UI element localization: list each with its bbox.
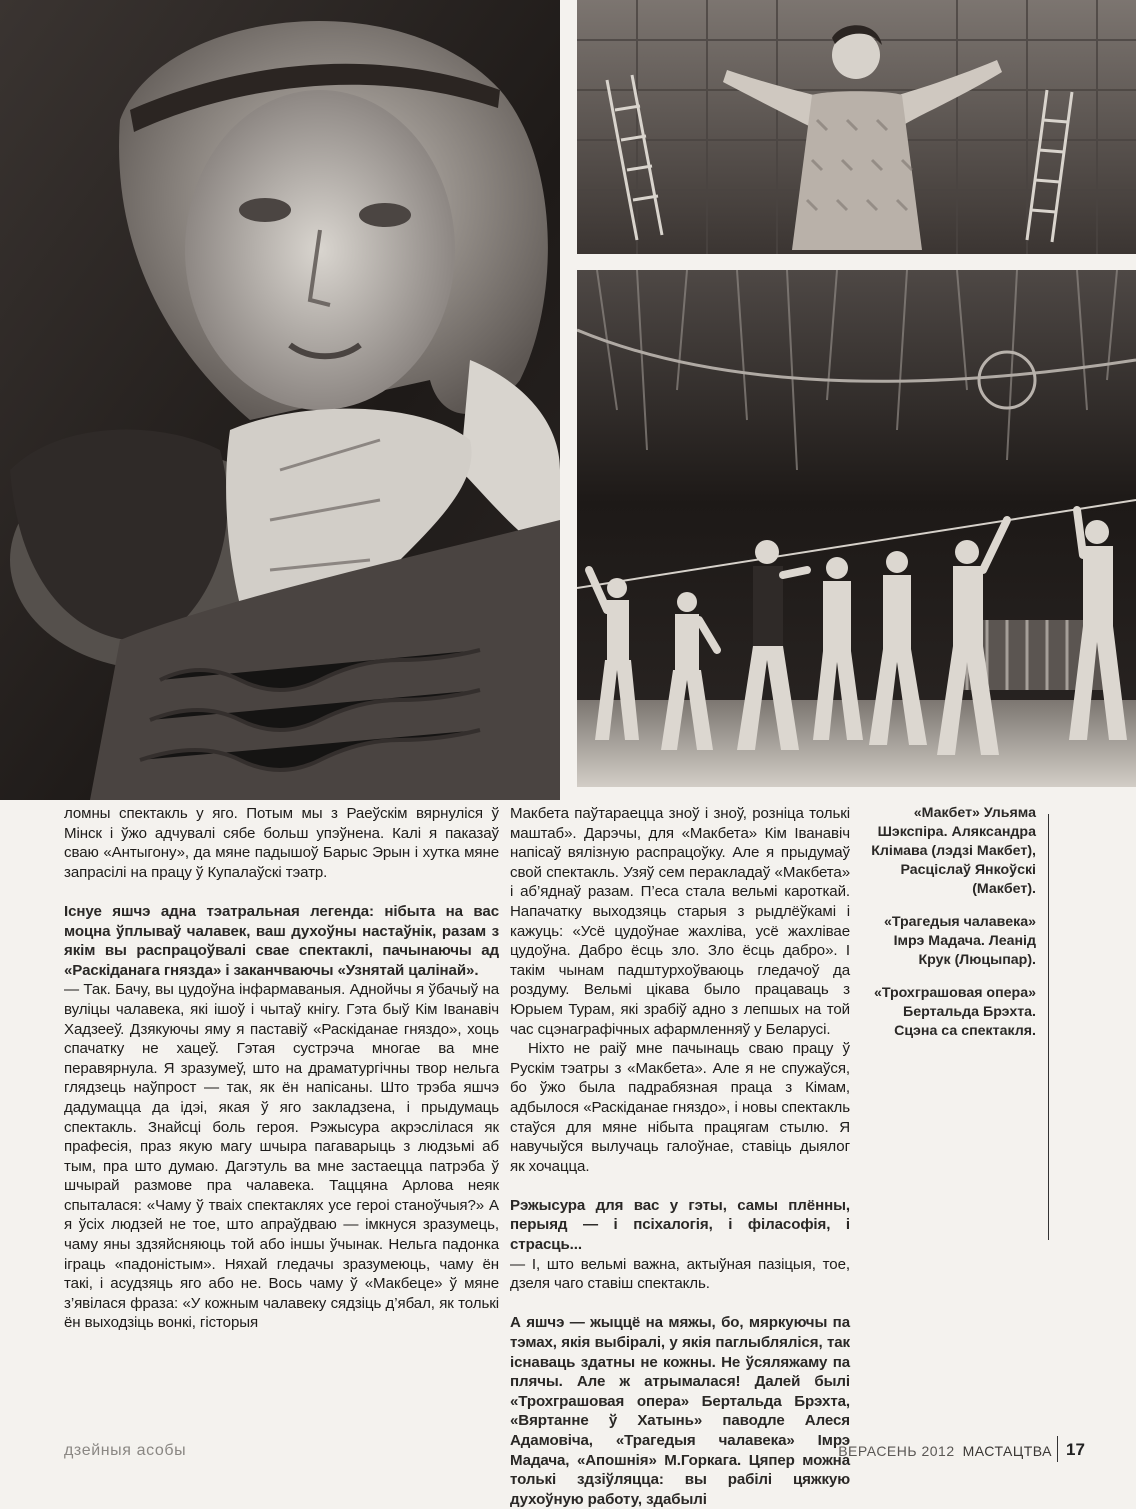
- footer-divider: [1057, 1436, 1058, 1462]
- interview-question: Існуе яшчэ адна тэатральная легенда: нібыта на вас моцна ўплываў чалавек, ваш духоўны настаўнік, разам з якім вы распрацоўвалі свае спектаклі, пачынаючы ад «Раскіданага гнязда» і заканчваючы «Узнятай цалінай».: [64, 902, 499, 979]
- article-column-2: [510, 804, 850, 1509]
- caption-macbeth: «Макбет» Ульяма Шэкспіра. Аляксандра Клімава (лэдзі Макбет), Расціслаў Янкоўскі (Макбет).: [871, 805, 1036, 897]
- paragraph: ломны спектакль у яго. Потым мы з Раеўскім вярнуліся ў Мінск і ўжо адчувалі сябе больш упэўнена. Калі я паказаў сваю «Антыгону», да мяне падышоў Барыс Эрын і хутка мяне запрасілі на працу ў Купалаўскі тэатр.: [64, 805, 499, 881]
- article-column-1: [64, 804, 499, 1333]
- interview-question: Рэжысура для вас у гэты, самы плённы, перыяд — і псіхалогія, і філасофія, і страсць...: [510, 1196, 850, 1254]
- page-number: 17: [1066, 1440, 1085, 1459]
- issue-date: ВЕРАСЕНЬ 2012: [838, 1443, 955, 1459]
- caption-tragedy-of-man: «Трагедыя чалавека» Імрэ Мадача. Леанід Крук (Люцыпар).: [883, 914, 1036, 968]
- section-name: дзейныя асобы: [64, 1442, 187, 1459]
- caption-divider: [1048, 814, 1049, 1240]
- photo-macbeth-portrait: [0, 0, 560, 800]
- paragraph: Ніхто не раіў мне пачынаць сваю працу ў Рускім тэатры з «Макбета». Але я не спужаўся, бо ўжо была падрабязная праца з Кімам, адбылося «Раскіданае гняздо», і новы спектакль стаўся для мяне нібыта працягам стылю. Я навучыўся вылучаць галоўнае, ставіць дыялог як хочацца.: [510, 1040, 850, 1175]
- paragraph: — Так. Бачу, вы цудоўна інфармаваныя. Аднойчы я ўбачыў на вуліцы чалавека, які ішоў і чытаў кнігу. Гэта быў Кім Іванавіч Хадзееў. Дзякуючы яму я паставіў «Раскіданае гняздо», хоць спачатку не хацеў. Гэтая сустрэча многае ва мне перавярнула. Я зразумеў, што на драматургічны твор нельга глядзець наўпрост — так, як ён напісаны. Што трэба яшчэ дадумацца да ідэі, якая ў яго закладзена, і прыдумаць спектакль. Знайсці боль героя. Рэжысура акрэслілася як прафесія, праз якую магу шчыра пагаварыць з людзьмі аб тым, пра што думаю. Дагэтуль ва мне застаецца патрэба ў шчырай размове пра чалавека. Таццяна Арлова неяк спыталася: «Чаму ў тваіх спектаклях усе героі станоўчыя?» А я ўсіх людзей не тое, што апраўдваю — імкнуся зразумець, чаму яны здзяйсняюць той або іншы ўчынак. Нельга падонка іграць «падоністым». Няхай гледачы зразумеюць, чаму ён такі, і асудзяць яго або не. Вось чаму ў «Макбеце» ў мяне з’явілася фраза: «У кожным чалавеку сядзіць д’ябал, як толькі ён выходзіць вонкі, гісторыя: [64, 981, 499, 1332]
- paragraph: Макбета паўтараецца зноў і зноў, розніца толькі маштаб». Дарэчы, для «Макбета» Кім Іванавіч напісаў вялізную распрацоўку. Але я прыдумаў свой спектакль. Узяў сем перакладаў «Макбета» і аб’яднаў разам. П’еса стала вельмі кароткай. Напачатку выходзяць старыя з рыдлёўкамі і кажуць: «Усё цудоўнае жахліва, усё жахлівае цудоўна. Дабро ёсць зло. Зло ёсць дабро». І такім чынам падштурхоўваюць гледачоў да роздуму. Вельмі цікава было працаваць з Юрыем Турам, які зрабіў адно з лепшых на той час сцэнаграфічных афармленняў у Беларусі.: [510, 805, 850, 1038]
- caption-threepenny-opera: «Трохграшовая опера» Бертальда Брэхта. Сцэна са спектакля.: [873, 985, 1036, 1039]
- magazine-name: МАСТАЦТВА: [962, 1443, 1052, 1459]
- photo-threepenny-opera: [577, 270, 1136, 787]
- photo-tragedy-of-man: [577, 0, 1136, 254]
- paragraph: — І, што вельмі важна, актыўная пазіцыя, тое, дзеля чаго ставіш спектакль.: [510, 1255, 850, 1293]
- interview-question: А яшчэ — жыццё на мяжы, бо, мяркуючы па тэмах, якія выбіралі, у якія паглыбляліся, так існаваць здатны не кожны. Не ўсяляжаму па плячы. Але ж атрымалася! Далей былі «Трохграшовая опера» Бертальда Брэхта, «Вяртанне ў Хатынь» паводле Алеся Адамовіча, «Трагедыя чалавека» Імрэ Мадача, «Апошнія» М.Горкага. Цяпер можна толькі здзіўляцца: вы рабілі цяжкую духоўную работу, здабылі: [510, 1314, 850, 1508]
- photo-captions: [868, 804, 1036, 1055]
